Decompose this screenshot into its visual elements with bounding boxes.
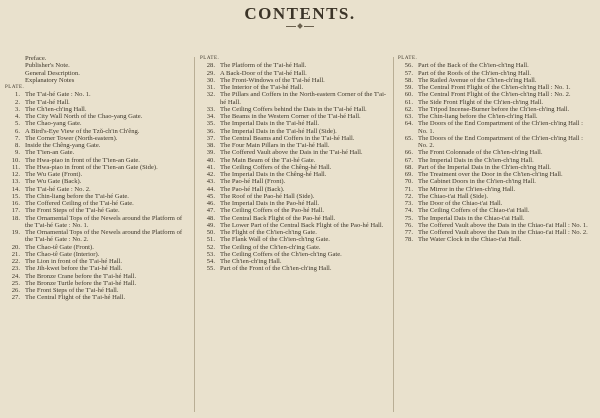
plate-entry [200,229,390,236]
plate-title: The Imperial Dais in the Chêng-hé Hall. [220,171,327,178]
plate-title: The Pao-hé Hall (Back). [220,185,285,193]
plate-title: The Coffered Vault above the Dais in the Chiao-t'ai Hall : No. 2. [418,229,588,236]
front-matter-list [25,55,190,84]
plate-number: 43. [206,178,215,186]
plate-number: 48. [206,214,215,222]
plate-entry [398,236,594,243]
plate-number: 7. [15,134,20,142]
plate-number: 21. [11,250,20,258]
plate-number: 6. [15,127,20,135]
plate-number: 13. [11,178,20,186]
plate-entry [5,113,190,120]
plate-title: The Roof of the Pao-hé Hall (Side). [220,192,315,200]
plate-number: 53. [206,250,215,258]
plate-entry [5,142,190,149]
plate-title: The Ceiling of the Ch'ien-ch'ing Gate. [220,243,321,251]
plate-entry [5,280,190,287]
plate-title: The Beams in the Western Corner of the T'ai-hé Hall. [220,113,361,120]
plate-entry [200,70,390,77]
plate-number: 28. [206,62,215,70]
plate-title: Part of the Front of the Ch'ien-ch'ing Hall. [220,265,332,273]
plate-entry [200,113,390,120]
plate-title: The Front Steps of the T'ai-hé Hall. [25,287,119,294]
plate-column-header: PLATE. [398,56,418,61]
plate-number: 9. [15,149,20,157]
plate-title: The Coffered Ceiling of the T'ai-hé Gate. [25,200,134,207]
plate-number: 4. [15,113,20,120]
plate-title: The Imperial Dais in the Chiao-t'ai Hall. [418,214,525,222]
plate-number: 74. [404,207,413,215]
plate-entry [5,251,190,258]
plate-number: 40. [206,156,215,164]
plate-entry [200,106,390,113]
plate-number: 22. [11,258,20,265]
plate-entry [5,120,190,127]
plate-title: The Flank Wall of the Ch'ien-ch'ing Gate. [220,236,330,244]
plate-number: 39. [206,149,215,157]
plate-entry [5,135,190,142]
plate-entry [200,91,390,106]
plate-title: The Central Beams and Coffers in the T'ai-hé Hall. [220,134,355,142]
plate-entry [398,99,594,106]
plate-number: 26. [11,287,20,294]
title-ornament [286,24,314,30]
plate-title: The Chin-liang before the T'ai-hé Gate. [25,192,129,200]
plate-number: 1. [15,91,20,99]
plate-entry [5,229,190,244]
plate-title: The Interior of the T'ai-hé Hall. [220,84,304,91]
page-title: CONTENTS. [244,4,356,23]
plate-entry [5,294,190,301]
plate-number: 70. [404,178,413,186]
plate-number: 36. [206,127,215,135]
plate-number: 2. [15,98,20,106]
plate-entry [200,62,390,69]
plate-title: The Ornamental Tops of the Newels around the Platform of the T'ai-hé Gate : No. 2. [25,229,183,244]
plate-entry [5,99,190,106]
plate-title: The Chao-tê Gate (Interior). [25,250,100,258]
plate-title: The Jih-kwei before the T'ai-hé Hall. [25,265,123,273]
contents-column-1 [5,55,190,302]
plate-entry [5,171,190,178]
plate-number: 17. [11,207,20,215]
plate-entry [200,128,390,135]
plate-entry [200,77,390,84]
plate-title: The City Wall North of the Chao-yang Gate. [25,113,143,120]
plate-entry [5,91,190,98]
plate-entry [398,222,594,229]
plate-entry [200,207,390,214]
plate-entry [200,135,390,142]
plate-entry [398,77,594,84]
plate-entry [5,215,190,230]
plate-number: 23. [11,265,20,273]
plate-number: 72. [404,192,413,200]
plate-number: 11. [12,163,20,171]
plate-title: The Coffered Vault above the Dais in the T'ai-hé Hall. [220,149,363,157]
front-matter-item: Explanatory Notes [25,76,75,84]
plate-entry [5,106,190,113]
plate-entry [200,251,390,258]
plate-number: 34. [206,113,215,120]
plate-number: 67. [404,156,413,164]
plate-title: Part of the Imperial Dais in the Ch'ien-ch'ing Hall. [418,163,551,171]
plate-number: 44. [206,185,215,193]
plate-entry [5,186,190,193]
plate-title: The Pao-hé Hall (Front). [220,178,286,186]
plate-title: The Tripod Incense-Burner before the Ch'ien-ch'ing Hall. [418,105,570,113]
plate-number: 33. [206,105,215,113]
plate-entry [398,193,594,200]
plate-number: 69. [404,171,413,178]
plate-entry [200,200,390,207]
front-matter-item: Preface. [25,55,47,62]
plate-title: The Lower Part of the Central Back Flight of the Pao-hé Hall. [220,221,384,229]
plate-number: 76. [404,221,413,229]
plate-list [5,91,190,301]
plate-number: 46. [206,200,215,207]
plate-entry [5,200,190,207]
plate-title: The Platform of the T'ai-hé Hall. [220,62,307,70]
plate-title: The Chao-tê Gate (Front). [25,243,94,251]
plate-number: 16. [11,200,20,207]
plate-title: The Water Clock in the Chiao-t'ai Hall. [418,236,522,244]
plate-entry [5,287,190,294]
plate-column-header: PLATE. [5,85,25,90]
plate-title: The Coffered Vault above the Dais in the Chiao-t'ai Hall : No. 1. [418,221,588,229]
plate-entry [398,200,594,207]
column-divider [194,57,195,412]
plate-entry [398,164,594,171]
plate-number: 14. [11,185,20,193]
plate-entry [200,120,390,127]
plate-number: 57. [404,69,413,77]
plate-title: The T'ien-an Gate. [25,149,75,157]
plate-number: 29. [206,69,215,77]
plate-number: 3. [15,105,20,113]
plate-entry [398,135,594,150]
plate-entry [5,164,190,171]
plate-title: The Wu Gate (Front). [25,171,83,178]
plate-number: 24. [11,272,20,280]
plate-number: 73. [404,200,413,207]
plate-number: 63. [404,113,413,120]
plate-entry [5,128,190,135]
plate-title: The Hwa-piao in front of the T'ien-an Gate (Side). [25,163,158,171]
plate-number: 62. [404,105,413,113]
plate-title: The Cabinet Doors in the Ch'ien-ch'ing Hall. [418,178,536,186]
plate-entry [200,193,390,200]
plate-entry [398,186,594,193]
plate-number: 15. [11,192,20,200]
plate-entry [200,142,390,149]
plate-number: 19. [11,229,20,236]
plate-entry [398,207,594,214]
plate-title: The Flight of the Ch'ien-ch'ing Gate. [220,229,317,236]
plate-number: 27. [11,294,20,302]
plate-title: The Front-Windows of the T'ai-hé Hall. [220,76,325,84]
plate-title: The Central Back Flight of the Pao-hé Hall. [220,214,336,222]
plate-number: 51. [206,236,215,244]
plate-title: The Chin-liang before the Ch'ien-ch'ing Hall. [418,113,538,120]
plate-entry [398,70,594,77]
plate-entry [200,171,390,178]
plate-number: 45. [206,192,215,200]
plate-entry [200,149,390,156]
plate-number: 59. [404,84,413,91]
plate-title: The Chao-yang Gate. [25,120,82,128]
plate-entry [200,178,390,185]
plate-number: 42. [206,171,215,178]
plate-title: The Doors of the End Compartment of the Ch'ien-ch'ing Hall : No. 1. [418,120,583,135]
plate-title: The Front Steps of the T'ai-hé Gate. [25,207,120,215]
plate-title: The Bronze Crane before the T'ai-hé Hall. [25,272,137,280]
plate-title: The Ceiling Coffers behind the Dais in the T'ai-hé Hall. [220,105,367,113]
plate-number: 78. [404,236,413,244]
plate-title: The Door of the Chiao-t'ai Hall. [418,200,503,207]
plate-entry [398,62,594,69]
plate-title: The Ceiling Coffers of the Chêng-hé Hall. [220,163,332,171]
plate-entry [5,157,190,164]
plate-entry [200,244,390,251]
plate-entry [5,244,190,251]
plate-title: The Four Main Pillars in the T'ai-hé Hall. [220,142,330,149]
plate-number: 77. [404,229,413,236]
plate-entry [398,178,594,185]
front-matter-item: Publisher's Note. [25,62,70,70]
plate-title: The Wu Gate (Back). [25,178,82,186]
plate-number: 12. [11,171,20,178]
plate-number: 64. [404,120,413,128]
plate-entry [200,84,390,91]
plate-title: The Railed Avenue of the Ch'ien-ch'ing Hall. [418,76,537,84]
plate-title: The Chiao-t'ai Hall (Side). [418,192,489,200]
plate-entry [398,113,594,120]
plate-number: 30. [206,76,215,84]
plate-title: The Doors of the End Compartment of the Ch'ien-ch'ing Hall : No. 2. [418,134,583,149]
plate-title: The Ceiling Coffers of the Chiao-t'ai Hall. [418,207,530,215]
plate-title: The Mirror in the Ch'ien-ch'ing Hall. [418,185,516,193]
plate-entry [5,178,190,185]
plate-title: The Imperial Dais in the T'ai-hé Hall (Side). [220,127,337,135]
plate-number: 38. [206,142,215,149]
plate-entry [398,120,594,135]
plate-title: Inside the Chêng-yang Gate. [25,142,101,149]
plate-title: Part of the Roofs of the Ch'ien-ch'ing Hall. [418,69,531,77]
plate-title: The Ornamental Tops of the Newels around the Platform of the T'ai-hé Gate : No. 1. [25,214,183,229]
plate-entry [398,157,594,164]
plate-list [398,62,594,243]
plate-number: 49. [206,221,215,229]
plate-number: 68. [404,163,413,171]
plate-title: The Hwa-piao in front of the T'ien-an Gate. [25,156,140,164]
plate-entry [5,193,190,200]
plate-entry [200,186,390,193]
plate-number: 58. [404,76,413,84]
plate-title: Part of the Back of the Ch'ien-ch'ing Hall. [418,62,529,70]
plate-title: The Pillars and Coffers in the North-eastern Corner of the T'ai-hé Hall. [220,91,387,106]
plate-title: The Main Beam of the T'ai-hé Gate. [220,156,316,164]
plate-number: 52. [206,243,215,251]
plate-title: The Bronze Turtle before the T'ai-hé Hall. [25,279,137,287]
plate-entry [200,164,390,171]
plate-number: 8. [15,142,20,149]
plate-title: The Ceiling Coffers of the Ch'ien-ch'ing Gate. [220,250,342,258]
plate-title: The Side Front Flight of the Ch'ien-ch'ing Hall. [418,98,544,106]
plate-number: 61. [404,98,413,106]
plate-entry [200,222,390,229]
plate-title: The T'ai-hé Gate : No. 2. [25,185,91,193]
plate-number: 54. [206,258,215,265]
plate-entry [398,91,594,98]
plate-title: A Bird's-Eye View of the Tzŭ-ch'in Ch'êng. [25,127,140,135]
plate-entry [398,149,594,156]
plate-number: 20. [11,243,20,251]
plate-entry [398,84,594,91]
plate-title: The Central Front Flight of the Ch'ien-ch'ing Hall : No. 2. [418,91,571,99]
plate-entry [200,258,390,265]
plate-entry [5,273,190,280]
plate-column-header: PLATE. [200,56,220,61]
plate-title: The Treatment over the Door in the Ch'ien-ch'ing Hall. [418,171,563,178]
plate-title: The Imperial Dais in the T'ai-hé Hall. [220,120,320,128]
plate-title: The Front Colonnade of the Ch'ien-ch'ing Hall. [418,149,543,157]
plate-number: 56. [404,62,413,70]
plate-number: 65. [404,134,413,142]
plate-title: The Imperial Dais in the Ch'ien-ch'ing Hall. [418,156,534,164]
plate-entry [5,207,190,214]
plate-title: The Ch'ien-ch'ing Hall. [220,258,282,265]
plate-entry [5,265,190,272]
plate-entry [200,236,390,243]
plate-entry [200,265,390,272]
plate-entry [398,215,594,222]
front-matter-item: General Description. [25,69,80,77]
plate-title: The T'ai-hé Gate : No. 1. [25,91,91,99]
plate-number: 18. [11,214,20,222]
column-divider [393,57,394,412]
plate-number: 75. [404,214,413,222]
plate-entry [398,106,594,113]
plate-title: A Back-Door of the T'ai-hé Hall. [220,69,307,77]
contents-column-2 [200,55,390,273]
plate-title: The Corner Tower (North-eastern). [25,134,118,142]
plate-entry [5,149,190,156]
plate-number: 60. [404,91,413,99]
plate-title: The Ceiling Coffers of the Pao-hé Hall. [220,207,325,215]
plate-number: 35. [206,120,215,128]
plate-title: The Imperial Dais in the Pao-hé Hall. [220,200,320,207]
plate-number: 50. [206,229,215,236]
plate-title: The Central Flight of the T'ai-hé Hall. [25,294,126,302]
plate-number: 41. [206,163,215,171]
plate-entry [398,171,594,178]
plate-number: 47. [206,207,215,215]
plate-number: 32. [206,91,215,99]
plate-number: 55. [206,265,215,273]
plate-number: 37. [206,134,215,142]
plate-number: 5. [15,120,20,128]
plate-number: 66. [404,149,413,157]
plate-entry [5,258,190,265]
plate-title: The T'ai-hé Hall. [25,98,70,106]
contents-column-3 [398,55,594,244]
plate-number: 31. [206,84,215,91]
plate-list [200,62,390,272]
plate-title: The Ch'ien-ch'ing Hall. [25,105,87,113]
plate-entry [200,157,390,164]
plate-number: 25. [11,279,20,287]
plate-title: The Lion in front of the T'ai-hé Hall. [25,258,123,265]
plate-entry [200,215,390,222]
plate-number: 71. [404,185,413,193]
plate-number: 10. [11,156,20,164]
plate-title: The Central Front Flight of the Ch'ien-ch'ing Hall : No. 1. [418,84,571,91]
plate-entry [398,229,594,236]
